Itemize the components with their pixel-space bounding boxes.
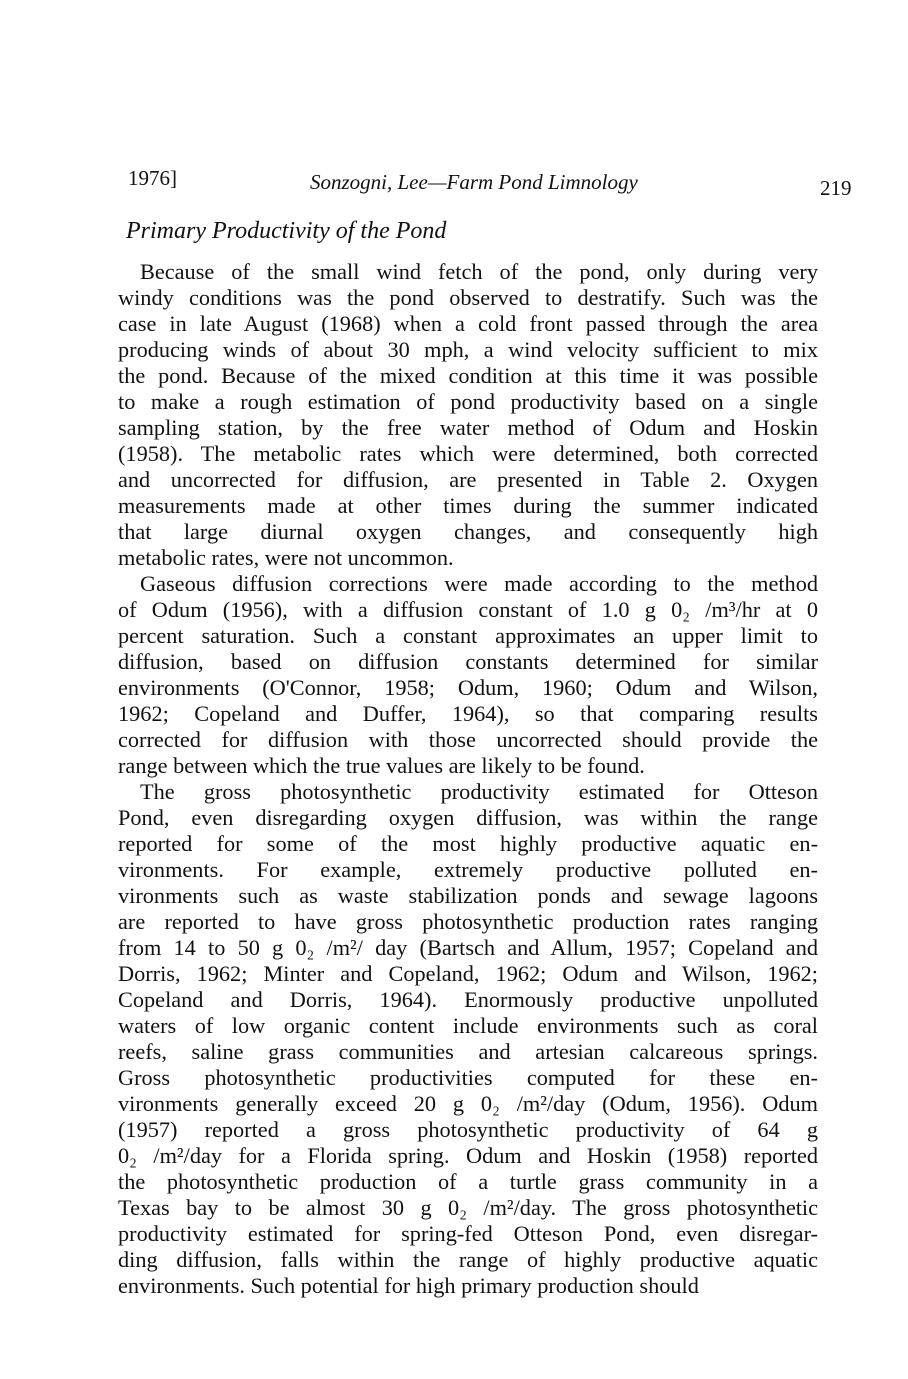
text-line: reported for some of the most highly productive aquatic en- xyxy=(118,831,818,856)
text-line: reefs, saline grass communities and artesian calcareous springs. xyxy=(118,1039,818,1064)
text-line: environments (O'Connor, 1958; Odum, 1960; Odum and Wilson, xyxy=(118,675,818,700)
text-line: percent saturation. Such a constant approximates an upper limit to xyxy=(118,623,818,648)
text-line: sampling station, by the free water method of Odum and Hoskin xyxy=(118,415,818,440)
text-line: measurements made at other times during the summer indicated xyxy=(118,493,818,518)
page-number: 219 xyxy=(820,176,852,200)
text-line: corrected for diffusion with those uncorrected should provide the xyxy=(118,727,818,752)
text-line: that large diurnal oxygen changes, and consequently high xyxy=(118,519,818,544)
text-line: (1958). The metabolic rates which were determined, both corrected xyxy=(118,441,818,466)
text-line: from 14 to 50 g 0₂ /m²/ day (Bartsch and Allum, 1957; Copeland and xyxy=(118,935,818,960)
text-line: Pond, even disregarding oxygen diffusion, was within the range xyxy=(118,805,818,830)
text-line: the pond. Because of the mixed condition at this time it was possible xyxy=(118,363,818,388)
text-line: case in late August (1968) when a cold front passed through the area xyxy=(118,311,818,336)
text-line: Dorris, 1962; Minter and Copeland, 1962; Odum and Wilson, 1962; xyxy=(118,961,818,986)
text-line: vironments generally exceed 20 g 0₂ /m²/day (Odum, 1956). Odum xyxy=(118,1091,818,1116)
text-line: are reported to have gross photosynthetic production rates ranging xyxy=(118,909,818,934)
text-line: Copeland and Dorris, 1964). Enormously productive unpolluted xyxy=(118,987,818,1012)
body-text xyxy=(118,259,818,1299)
paragraph xyxy=(118,259,818,571)
text-line: Because of the small wind fetch of the pond, only during very xyxy=(140,259,818,284)
text-line: waters of low organic content include environments such as coral xyxy=(118,1013,818,1038)
text-line: The gross photosynthetic productivity estimated for Otteson xyxy=(140,779,818,804)
paragraph xyxy=(118,571,818,779)
paragraph xyxy=(118,779,818,1299)
section-title: Primary Productivity of the Pond xyxy=(126,218,447,244)
text-line: metabolic rates, were not uncommon. xyxy=(118,545,454,570)
text-line: ding diffusion, falls within the range of highly productive aquatic xyxy=(118,1247,818,1272)
text-line: Gaseous diffusion corrections were made according to the method xyxy=(140,571,818,596)
text-line: vironments. For example, extremely productive polluted en- xyxy=(118,857,818,882)
text-line: producing winds of about 30 mph, a wind velocity sufficient to mix xyxy=(118,337,818,362)
text-line: of Odum (1956), with a diffusion constant of 1.0 g 0₂ /m³/hr at 0 xyxy=(118,597,818,622)
text-line: diffusion, based on diffusion constants determined for similar xyxy=(118,649,818,674)
header-year: 1976] xyxy=(128,166,177,190)
text-line: windy conditions was the pond observed to destratify. Such was the xyxy=(118,285,818,310)
text-line: (1957) reported a gross photosynthetic productivity of 64 g xyxy=(118,1117,818,1142)
page-header xyxy=(128,166,852,206)
text-line: the photosynthetic production of a turtle grass community in a xyxy=(118,1169,818,1194)
text-line: productivity estimated for spring-fed Otteson Pond, even disregar- xyxy=(118,1221,818,1246)
text-line: 1962; Copeland and Duffer, 1964), so that comparing results xyxy=(118,701,818,726)
text-line: 0₂ /m²/day for a Florida spring. Odum and Hoskin (1958) reported xyxy=(118,1143,818,1168)
text-line: range between which the true values are likely to be found. xyxy=(118,753,645,778)
text-line: to make a rough estimation of pond productivity based on a single xyxy=(118,389,818,414)
text-line: vironments such as waste stabilization ponds and sewage lagoons xyxy=(118,883,818,908)
text-line: and uncorrected for diffusion, are presented in Table 2. Oxygen xyxy=(118,467,818,492)
text-line: environments. Such potential for high primary production should xyxy=(118,1273,699,1298)
text-line: Gross photosynthetic productivities computed for these en- xyxy=(118,1065,818,1090)
running-title: Sonzogni, Lee—Farm Pond Limnology xyxy=(310,170,638,194)
text-line: Texas bay to be almost 30 g 0₂ /m²/day. The gross photosynthetic xyxy=(118,1195,818,1220)
